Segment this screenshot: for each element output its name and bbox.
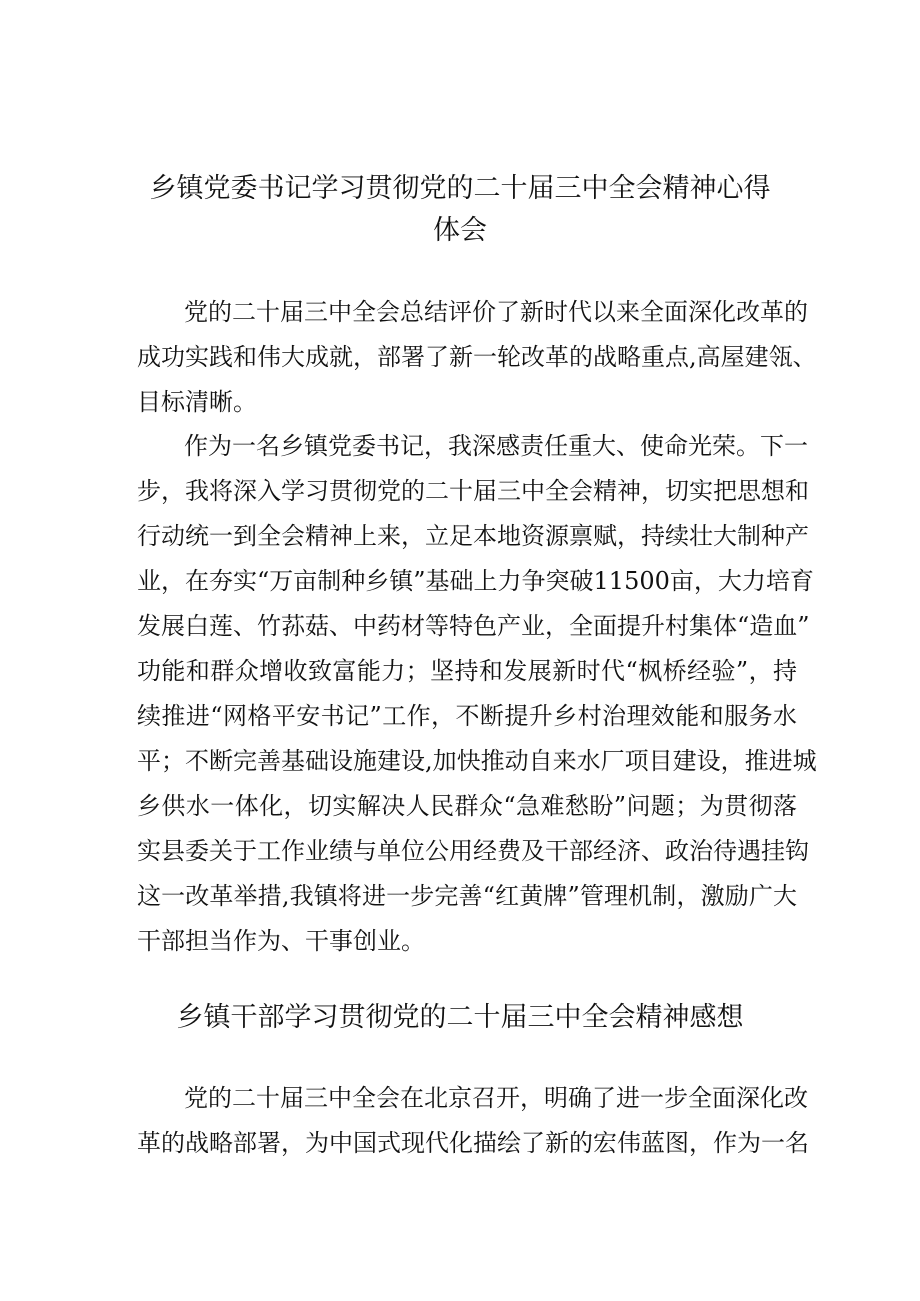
text-line: 党的二十届三中全会总结评价了新时代以来全面深化改革的 <box>184 298 808 326</box>
text-line: 革的战略部署，为中国式现代化描绘了新的宏伟蓝图，作为一名 <box>137 1129 809 1157</box>
section1-title-line: 体会 <box>433 215 487 246</box>
section1-title-line: 乡镇党委书记学习贯彻党的二十届三中全会精神心得 <box>149 173 771 204</box>
text-line: 发展白莲、竹荪菇、中药材等特色产业，全面提升村集体“造血” <box>137 612 810 640</box>
text-line: 成功实践和伟大成就，部署了新一轮改革的战略重点,高屋建瓴、 <box>137 343 817 371</box>
text-line: 行动统一到全会精神上来，立足本地资源禀赋，持续壮大制种产 <box>137 522 809 550</box>
text-line: 目标清晰。 <box>137 388 257 416</box>
text-line: 这一改革举措,我镇将进一步完善“红黄牌”管理机制，激励广大 <box>137 882 797 910</box>
section2-title: 乡镇干部学习贯彻党的二十届三中全会精神感想 <box>176 1002 744 1033</box>
section1-title <box>140 168 780 252</box>
text-line: 干部担当作为、干事创业。 <box>137 927 425 955</box>
text-line: 续推进“网格平安书记”工作，不断提升乡村治理效能和服务水 <box>137 702 797 730</box>
section1-paragraph-1 <box>137 290 817 425</box>
text-line: 乡供水一体化，切实解决人民群众“急难愁盼”问题；为贯彻落 <box>137 792 797 820</box>
section1-paragraph-2 <box>137 424 817 964</box>
text-line: 作为一名乡镇党委书记，我深感责任重大、使命光荣。下一 <box>184 432 808 460</box>
text-line: 平；不断完善基础设施建设,加快推动自来水厂项目建设，推进城 <box>137 747 817 775</box>
text-line: 功能和群众增收致富能力；坚持和发展新时代“枫桥经验”，持 <box>137 657 797 685</box>
text-line: 实县委关于工作业绩与单位公用经费及干部经济、政治待遇挂钩 <box>137 837 809 865</box>
text-line: 步，我将深入学习贯彻党的二十届三中全会精神，切实把思想和 <box>137 477 809 505</box>
text-line: 党的二十届三中全会在北京召开，明确了进一步全面深化改 <box>184 1084 808 1112</box>
section2-paragraph-1 <box>137 1076 809 1166</box>
text-line: 业，在夯实“万亩制种乡镇”基础上力争突破11500亩，大力培育 <box>137 567 814 595</box>
